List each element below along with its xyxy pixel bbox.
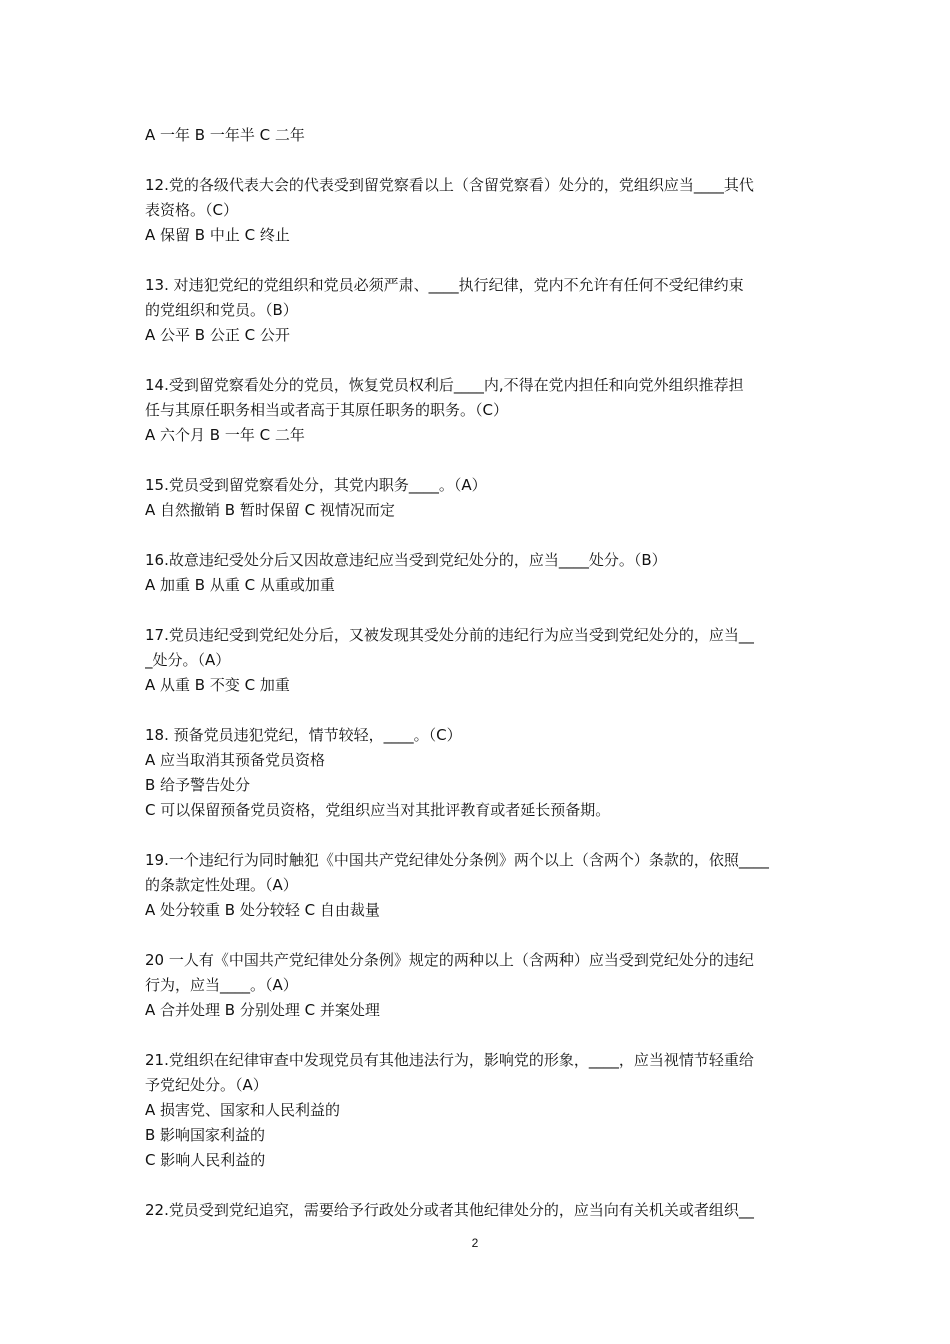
text-line: A 从重 B 不变 C 加重	[145, 676, 290, 694]
document-body	[145, 123, 810, 1223]
text-line: A 六个月 B 一年 C 二年	[145, 426, 305, 444]
text-line: A 应当取消其预备党员资格	[145, 751, 326, 769]
text-line: 12.党的各级代表大会的代表受到留党察看以上（含留党察看）处分的，党组织应当____其代	[145, 176, 754, 194]
paragraph-gap	[145, 448, 810, 473]
text-line: A 一年 B 一年半 C 二年	[145, 126, 305, 144]
text-line: 予党纪处分。（A）	[145, 1076, 268, 1094]
text-line: 22.党员受到党纪追究，需要给予行政处分或者其他纪律处分的，应当向有关机关或者组织__	[145, 1201, 754, 1219]
paragraph-gap	[145, 523, 810, 548]
text-line: 17.党员违纪受到党纪处分后，又被发现其受处分前的违纪行为应当受到党纪处分的，应当__	[145, 626, 754, 644]
text-line: A 自然撤销 B 暂时保留 C 视情况而定	[145, 501, 395, 519]
text-line: 20 一人有《中国共产党纪律处分条例》规定的两种以上（含两种）应当受到党纪处分的违纪	[145, 951, 754, 969]
text-line: A 加重 B 从重 C 从重或加重	[145, 576, 335, 594]
paragraph-gap	[145, 923, 810, 948]
paragraph-gap	[145, 823, 810, 848]
paragraph-gap	[145, 698, 810, 723]
text-line: _处分。（A）	[145, 651, 231, 669]
text-line: 19.一个违纪行为同时触犯《中国共产党纪律处分条例》两个以上（含两个）条款的，依照____	[145, 851, 769, 869]
paragraph-gap	[145, 248, 810, 273]
text-line: C 影响人民利益的	[145, 1151, 266, 1169]
text-line: 的条款定性处理。（A）	[145, 876, 298, 894]
text-line: 16.故意违纪受处分后又因故意违纪应当受到党纪处分的，应当____处分。（B）	[145, 551, 667, 569]
text-line: A 处分较重 B 处分较轻 C 自由裁量	[145, 901, 380, 919]
text-line: 的党组织和党员。（B）	[145, 301, 298, 319]
text-line: 15.党员受到留党察看处分，其党内职务____。（A）	[145, 476, 487, 494]
text-line: C 可以保留预备党员资格，党组织应当对其批评教育或者延长预备期。	[145, 801, 611, 819]
text-line: A 合并处理 B 分别处理 C 并案处理	[145, 1001, 380, 1019]
text-line: A 公平 B 公正 C 公开	[145, 326, 290, 344]
paragraph-gap	[145, 598, 810, 623]
text-line: 18. 预备党员违犯党纪，情节较轻，____。（C）	[145, 726, 462, 744]
paragraph-gap	[145, 1173, 810, 1198]
text-line: A 损害党、国家和人民利益的	[145, 1101, 341, 1119]
text-line: 表资格。（C）	[145, 201, 238, 219]
text-line: 21.党组织在纪律审查中发现党员有其他违法行为，影响党的形象，____，应当视情节轻重给	[145, 1051, 754, 1069]
text-line: B 给予警告处分	[145, 776, 251, 794]
text-line: 行为，应当____。（A）	[145, 976, 298, 994]
text-line: A 保留 B 中止 C 终止	[145, 226, 290, 244]
text-line: B 影响国家利益的	[145, 1126, 266, 1144]
page-number: 2	[471, 1236, 479, 1250]
text-line: 14.受到留党察看处分的党员，恢复党员权利后____内,不得在党内担任和向党外组织推荐担	[145, 376, 744, 394]
text-line: 13. 对违犯党纪的党组织和党员必须严肃、____执行纪律，党内不允许有任何不受纪律约束	[145, 276, 744, 294]
text-line: 任与其原任职务相当或者高于其原任职务的职务。（C）	[145, 401, 508, 419]
paragraph-gap	[145, 1023, 810, 1048]
paragraph-gap	[145, 348, 810, 373]
paragraph-gap	[145, 148, 810, 173]
